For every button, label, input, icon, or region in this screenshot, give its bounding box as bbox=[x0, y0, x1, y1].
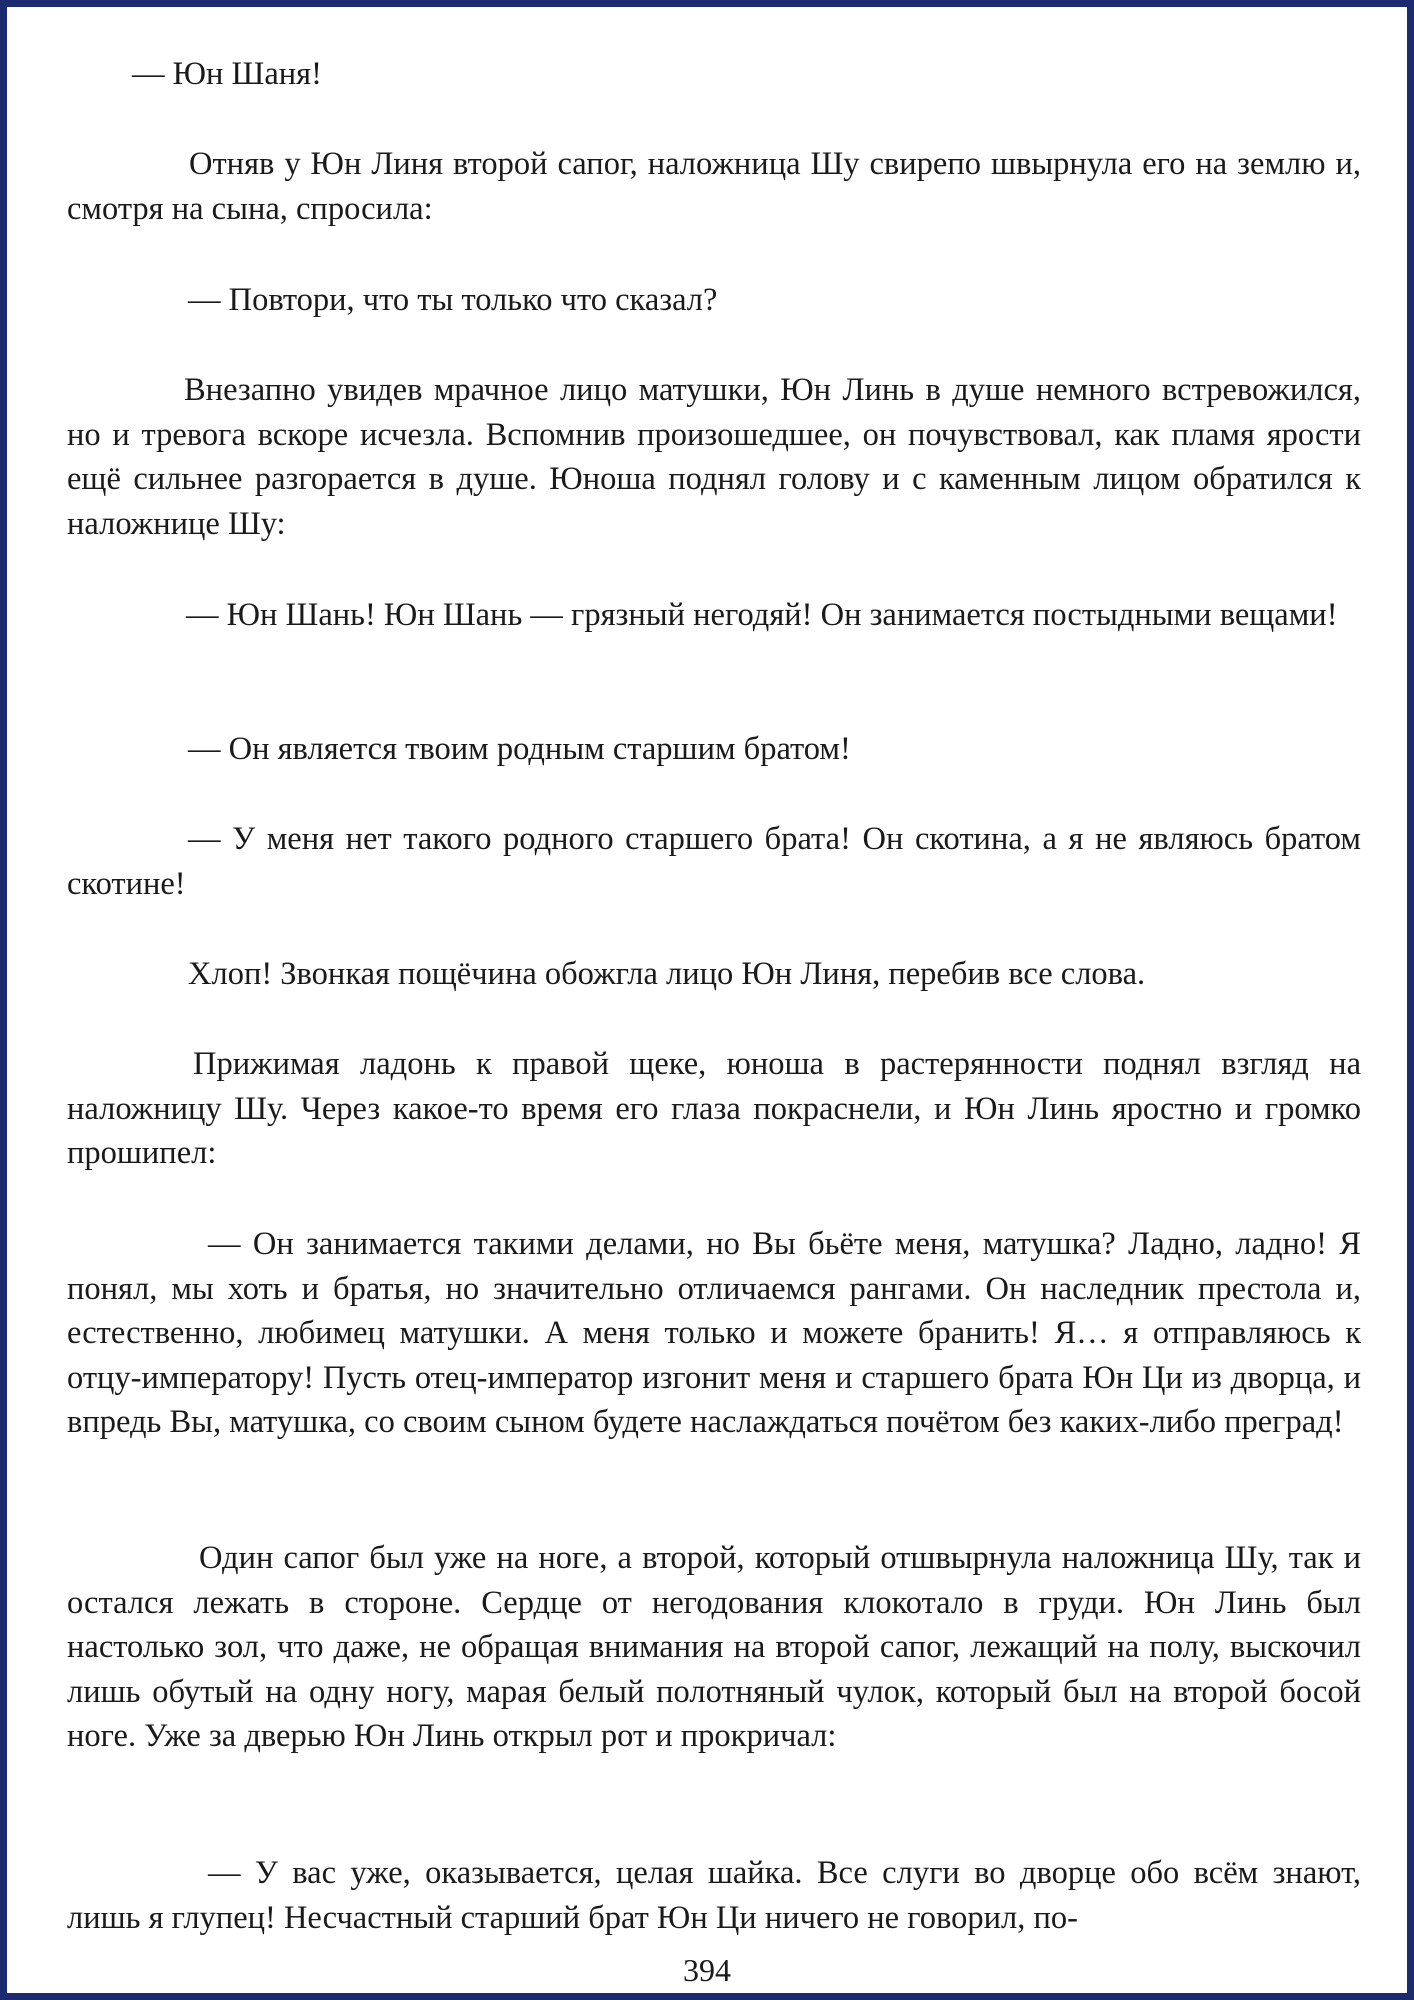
paragraph: Внезапно увидев мрачное лицо матушки, Юн Линь в душе немного встревожился, но и тревога вскоре исчезла. Вспомнив произошедшее, он почувствовал, как пламя ярости ещё сильнее разгорается в душе. Юноша поднял голову и с каменным лицом обратился к наложнице Шу: bbox=[67, 372, 1361, 542]
paragraph: — Он занимается такими делами, но Вы бьёте меня, матушка? Ладно, ладно! Я понял, мы хоть и братья, но значительно отличаемся рангами. Он наследник престола и, естественно, любимец матушки. А меня только и можете бранить! Я… я отправляюсь к отцу-императору! Пусть отец-император изгонит меня и старшего брата Юн Ци из дворца, и впредь Вы, матушка, со своим сыном будете наслаждаться почётом без каких-либо преград! bbox=[67, 1226, 1361, 1440]
paragraph: Один сапог был уже на ноге, а второй, который отшвырнула наложница Шу, так и остался лежать в стороне. Сердце от негодования клокотало в груди. Юн Линь был настолько зол, что даже, не обращая внимания на второй сапог, лежащий на полу, выскочил лишь обутый на одну ногу, марая белый полотняный чулок, который был на второй босой ноге. Уже за дверью Юн Линь открыл рот и прокричал: bbox=[67, 1540, 1361, 1754]
paragraph: — У меня нет такого родного старшего брата! Он скотина, а я не являюсь братом скотине! bbox=[67, 821, 1361, 902]
paragraph: Отняв у Юн Линя второй сапог, наложница Шу свирепо швырнула его на землю и, смотря на сына, спросила: bbox=[67, 146, 1361, 227]
paragraph: Хлоп! Звонкая пощёчина обожгла лицо Юн Линя, перебив все слова. bbox=[188, 956, 1146, 992]
paragraph: — Он является твоим родным старшим братом! bbox=[188, 731, 851, 767]
paragraph: — У вас уже, оказывается, целая шайка. Все слуги во дворце обо всём знают, лишь я глупец! Несчастный старший брат Юн Ци ничего не говорил, по- bbox=[67, 1855, 1361, 1936]
paragraph: — Повтори, что ты только что сказал? bbox=[188, 282, 718, 318]
paragraph: — Юн Шань! Юн Шань — грязный негодяй! Он занимается постыдными вещами! bbox=[186, 597, 1338, 633]
paragraph: — Юн Шаня! bbox=[132, 56, 322, 92]
page-number: 394 bbox=[683, 1952, 731, 1988]
paragraph: Прижимая ладонь к правой щеке, юноша в растерянности поднял взгляд на наложницу Шу. Через какое-то время его глаза покраснели, и Юн Линь яростно и громко прошипел: bbox=[67, 1046, 1361, 1171]
